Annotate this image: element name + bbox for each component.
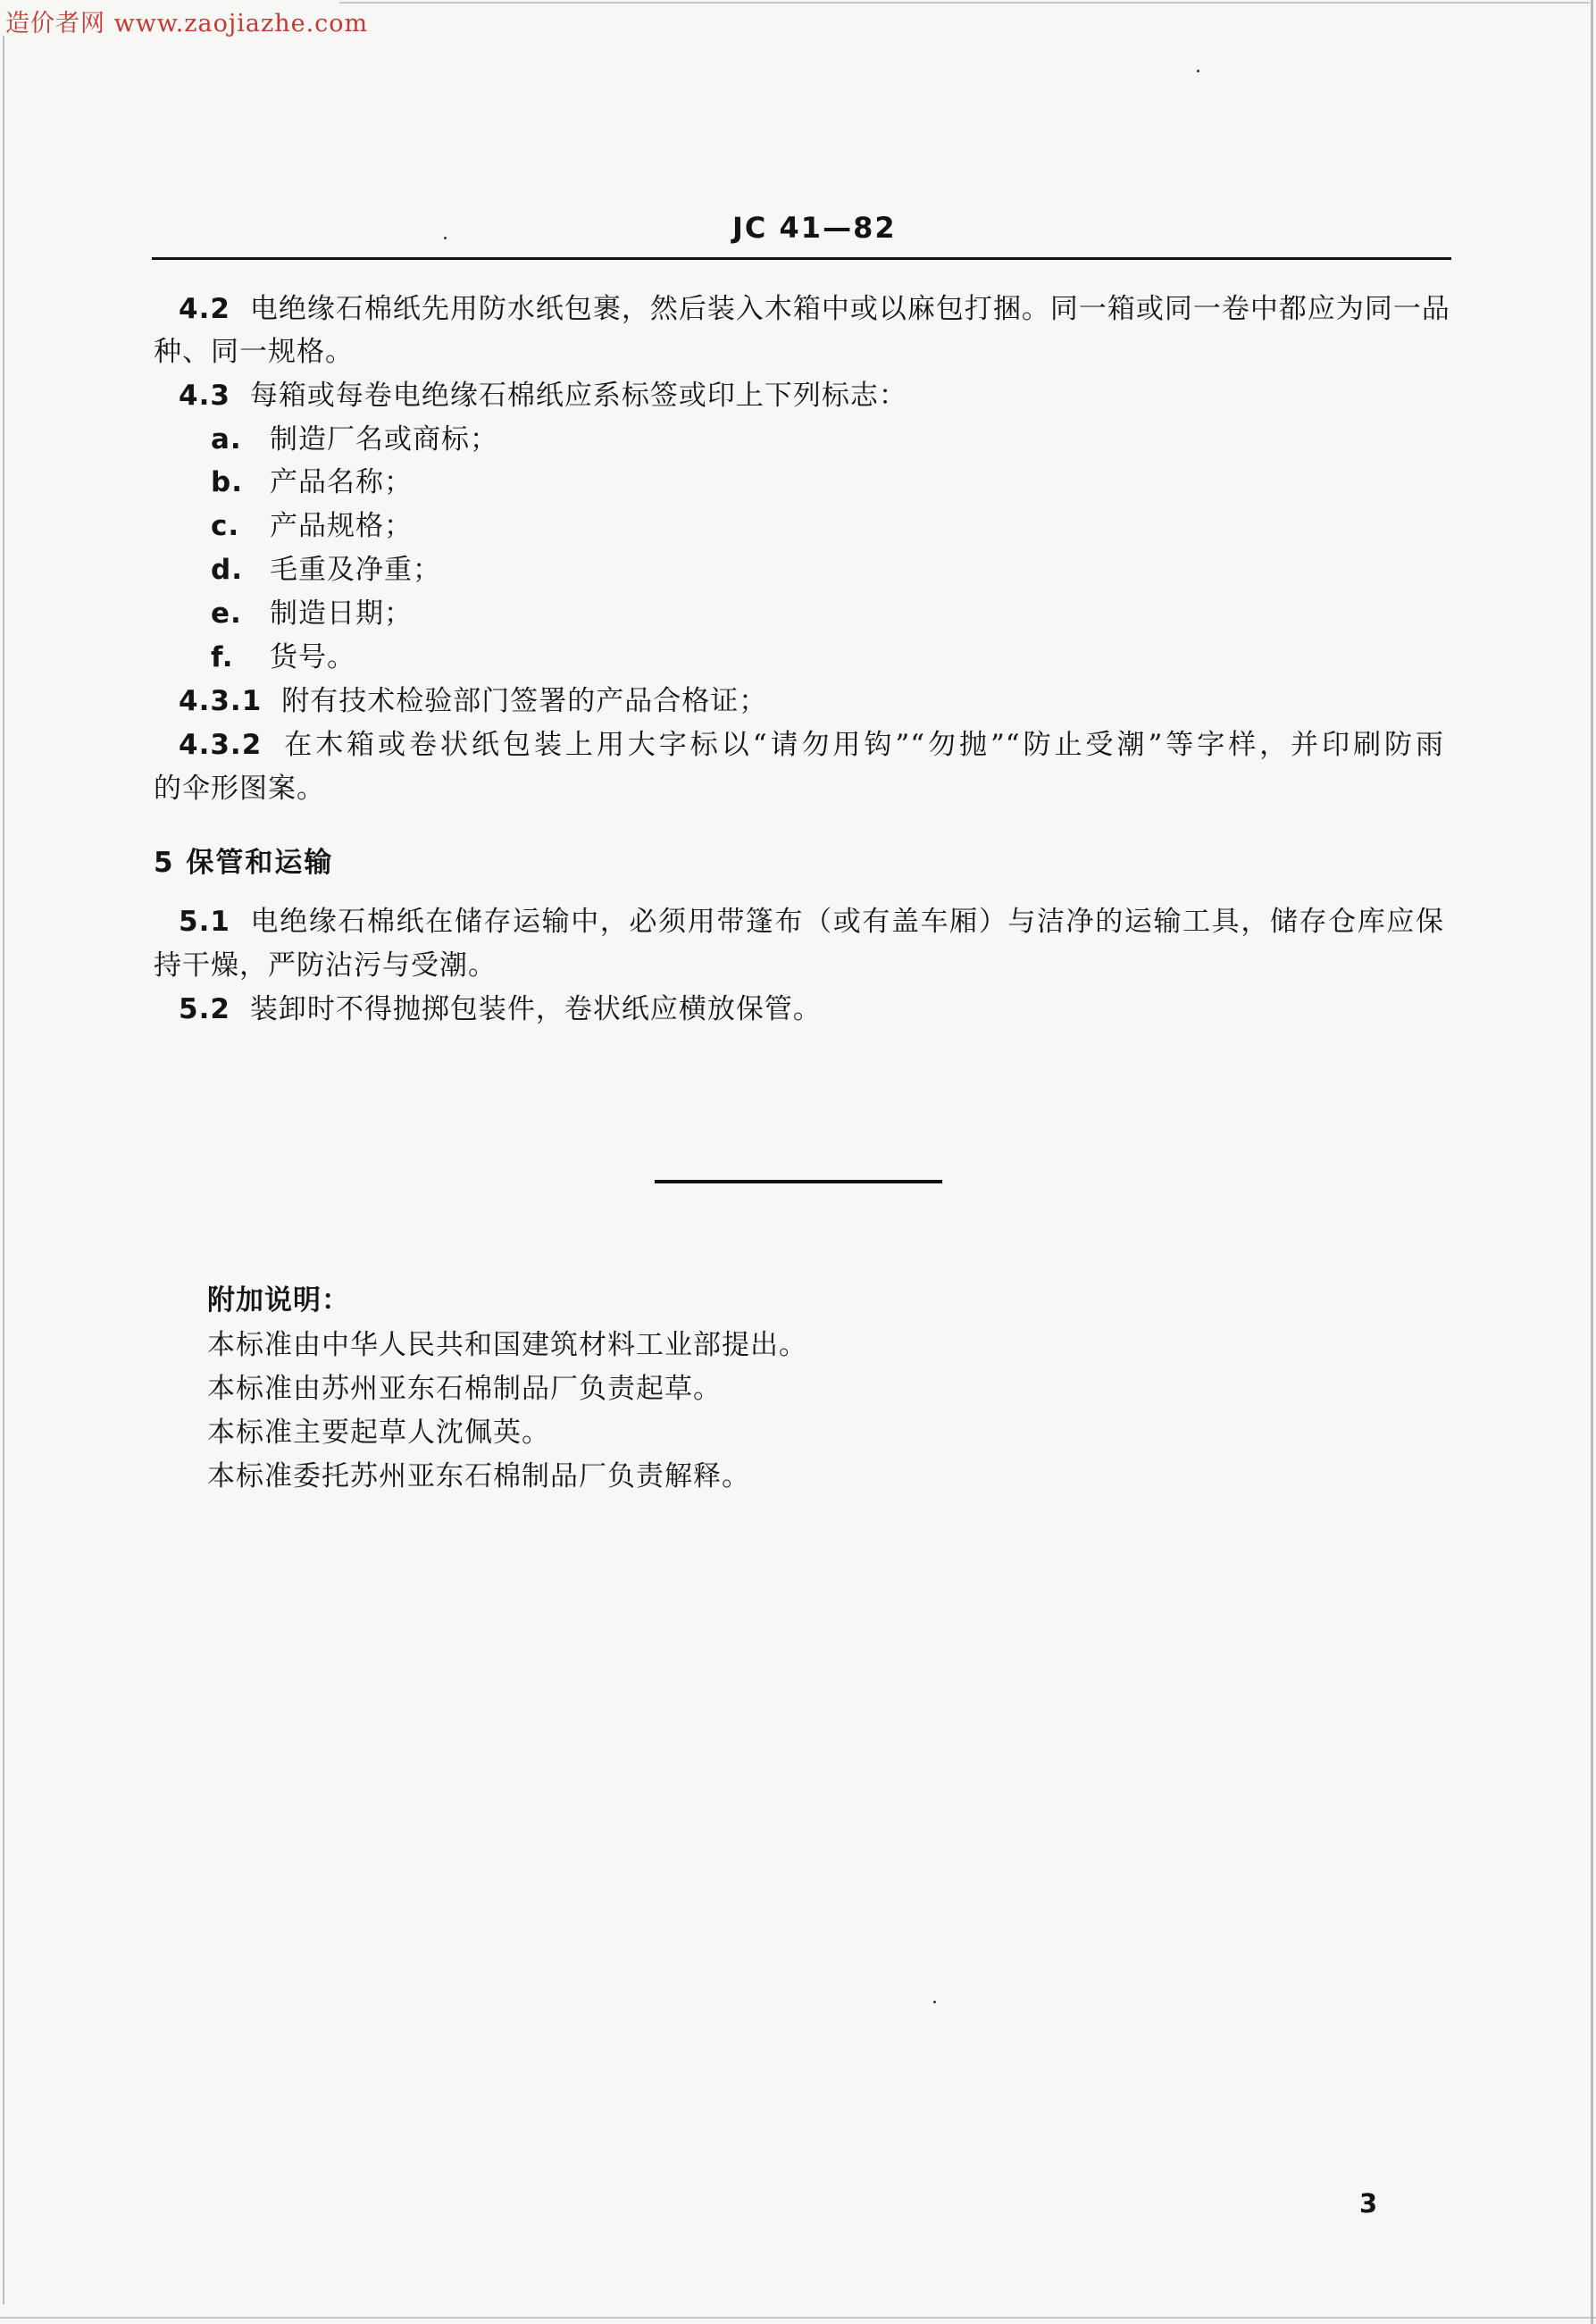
notes-title: 附加说明： (207, 1284, 350, 1317)
scan-edge-right (1591, 0, 1593, 2324)
list-letter: f. (211, 641, 234, 673)
notes-line: 本标准委托苏州亚东石棉制品厂负责解释。 (207, 1460, 750, 1492)
list-item (211, 422, 498, 457)
list-item (211, 640, 355, 675)
list-text: 产品规格； (270, 510, 413, 542)
clause-5-1-line2: 持干燥，严防沾污与受潮。 (154, 949, 497, 982)
list-text: 制造日期； (270, 598, 413, 630)
clause-4-3 (179, 378, 907, 414)
clause-number: 4.2 (179, 293, 230, 325)
scan-speck (444, 237, 447, 239)
clause-4-3-2-line1 (179, 727, 1444, 763)
notes-line: 本标准主要起草人沈佩英。 (207, 1417, 550, 1449)
clause-4-2-line2: 种、同一规格。 (154, 336, 354, 368)
list-item (211, 552, 441, 588)
scan-edge-left (3, 36, 4, 2304)
list-letter: e. (211, 598, 242, 630)
clause-text: 附有技术检验部门签署的产品合格证； (281, 685, 768, 717)
clause-4-2-line1 (179, 291, 1450, 327)
watermark-link[interactable]: 造价者网 www.zaojiazhe.com (5, 10, 369, 38)
list-item (211, 508, 413, 544)
clause-number: 4.3.2 (179, 729, 263, 761)
clause-number: 4.3.1 (179, 685, 263, 717)
header-rule (152, 257, 1451, 260)
scan-speck (1197, 70, 1199, 72)
notes-line: 本标准由苏州亚东石棉制品厂负责起草。 (207, 1373, 722, 1405)
scan-speck (933, 2001, 936, 2003)
list-text: 毛重及净重； (270, 554, 441, 586)
clause-5-1-line1 (179, 904, 1444, 940)
list-item (211, 596, 413, 631)
clause-text: 每箱或每卷电绝缘石棉纸应系标签或印上下列标志： (249, 380, 907, 412)
page-number: 3 (1359, 2188, 1378, 2219)
scan-edge-top (339, 2, 1590, 4)
end-of-text-rule (655, 1180, 942, 1183)
clause-number: 4.3 (179, 380, 230, 412)
list-letter: d. (211, 554, 243, 586)
list-item (211, 464, 413, 500)
clause-text: 在木箱或卷状纸包装上用大字标以“请勿用钩”“勿抛”“防止受潮”等字样，并印刷防雨 (281, 729, 1444, 761)
notes-line: 本标准由中华人民共和国建筑材料工业部提出。 (207, 1329, 807, 1361)
section-5-title: 5 保管和运输 (154, 847, 334, 879)
scan-edge-bottom (0, 2317, 1596, 2319)
list-letter: b. (211, 466, 243, 498)
clause-text: 电绝缘石棉纸先用防水纸包裹，然后装入木箱中或以麻包打捆。同一箱或同一卷中都应为同一品 (249, 293, 1450, 325)
clause-4-3-2-line2: 的伞形图案。 (154, 773, 325, 805)
clause-number: 5.1 (179, 906, 230, 938)
standard-code: JC 41—82 (732, 211, 897, 245)
clause-number: 5.2 (179, 993, 230, 1025)
clause-5-2 (179, 991, 822, 1027)
list-letter: c. (211, 510, 240, 542)
clause-text: 电绝缘石棉纸在储存运输中，必须用带篷布（或有盖车厢）与洁净的运输工具，储存仓库应保 (249, 906, 1444, 938)
clause-text: 装卸时不得抛掷包装件，卷状纸应横放保管。 (249, 993, 822, 1025)
list-letter: a. (211, 423, 242, 456)
list-text: 产品名称； (270, 466, 413, 498)
clause-4-3-1 (179, 683, 767, 719)
list-text: 货号。 (270, 641, 355, 673)
list-text: 制造厂名或商标； (270, 423, 498, 456)
